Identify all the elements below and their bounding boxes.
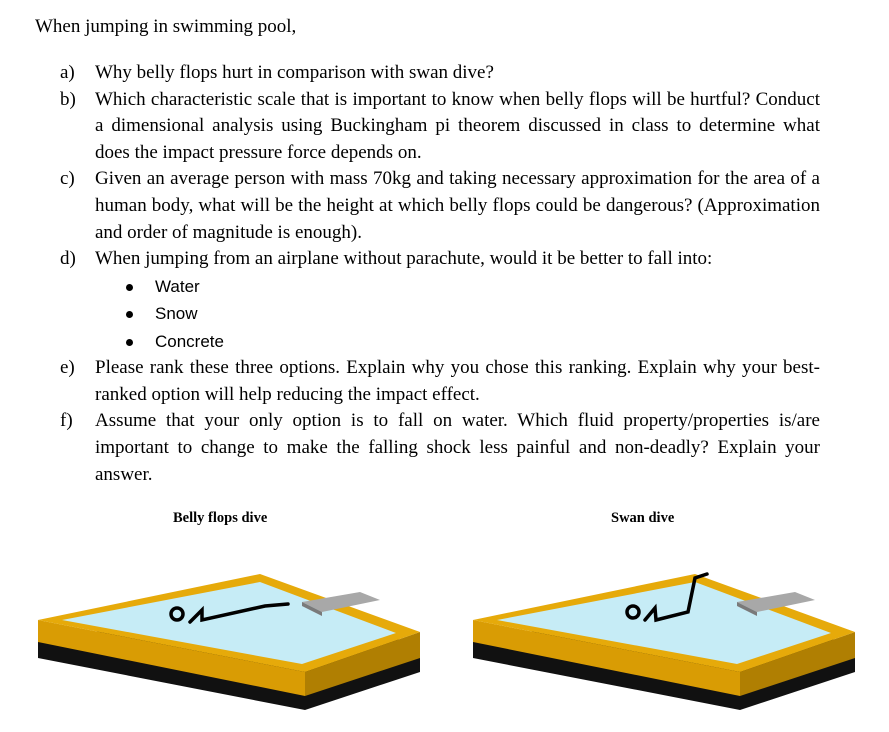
belly-flop-caption: Belly flops dive: [173, 510, 268, 526]
option-label: Snow: [155, 304, 198, 324]
question-b: [60, 87, 820, 167]
question-marker: f): [60, 410, 73, 432]
question-text: Please rank these three options. Explain why you chose this ranking. Explain why your best-ranked option will help reducing the impact effect.: [95, 357, 820, 405]
bullet-icon: [126, 284, 133, 291]
question-text: Assume that your only option is to fall on water. Which fluid property/properties is/are important to change to make the falling shock less painful and non-deadly? Explain your answer.: [95, 410, 820, 485]
question-list: [60, 60, 820, 488]
bullet-icon: [126, 339, 133, 346]
question-text: Given an average person with mass 70kg and taking necessary approximation for the area of a human body, what will be the height at which belly flops could be dangerous? (Approximation and order of magnitude is enough).: [95, 168, 820, 243]
question-text: When jumping from an airplane without parachute, would it be better to fall into:: [95, 248, 713, 270]
option-item: [0, 300, 200, 328]
option-item: [0, 328, 224, 356]
swan-dive-caption: Swan dive: [611, 510, 675, 526]
belly-flop-pool-illustration: [20, 560, 440, 720]
question-marker: d): [60, 248, 76, 270]
question-text: Which characteristic scale that is important to know when belly flops will be hurtful? Conduct a dimensional analysis using Buckingham pi theorem discussed in class to determine what does the impact pressure force depends on.: [95, 88, 820, 163]
option-label: Concrete: [155, 331, 224, 351]
option-item: [0, 273, 200, 301]
question-f: [60, 408, 820, 488]
question-marker: e): [60, 357, 75, 379]
question-marker: a): [60, 62, 75, 83]
question-c: [60, 166, 820, 246]
intro-text: When jumping in swimming pool,: [35, 16, 297, 37]
question-marker: c): [60, 168, 75, 190]
question-text: Why belly flops hurt in comparison with swan dive?: [95, 62, 494, 83]
option-label: Water: [155, 276, 200, 296]
question-d: [60, 246, 820, 355]
question-e: [60, 355, 820, 408]
swan-dive-pool-illustration: [455, 560, 875, 720]
question-marker: b): [60, 88, 76, 110]
bullet-icon: [126, 311, 133, 318]
question-a: [60, 60, 820, 87]
option-list: [0, 273, 224, 356]
